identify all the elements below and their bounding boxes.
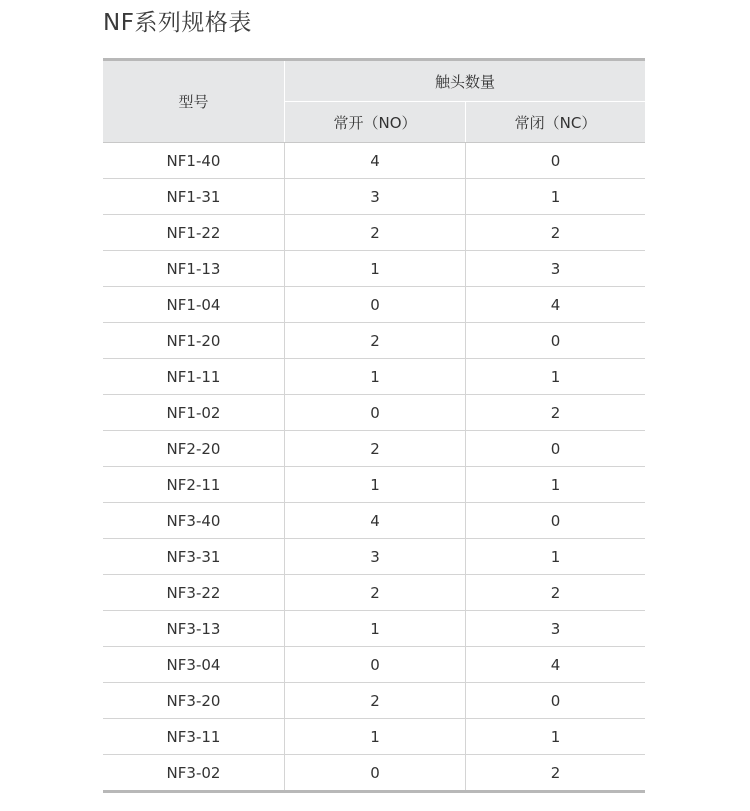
header-row-top <box>103 60 645 102</box>
model-cell: NF3-40 <box>103 503 285 539</box>
table-row <box>103 647 645 683</box>
table-row <box>103 719 645 755</box>
normally-closed-cell: 0 <box>466 143 646 179</box>
table-row <box>103 251 645 287</box>
normally-open-cell: 3 <box>285 179 466 215</box>
normally-open-cell: 2 <box>285 323 466 359</box>
model-cell: NF2-20 <box>103 431 285 467</box>
table-row <box>103 287 645 323</box>
model-cell: NF3-02 <box>103 755 285 792</box>
normally-open-cell: 1 <box>285 611 466 647</box>
table-row <box>103 539 645 575</box>
model-cell: NF3-11 <box>103 719 285 755</box>
model-column-header: 型号 <box>103 60 285 143</box>
normally-open-cell: 2 <box>285 575 466 611</box>
normally-closed-cell: 1 <box>466 539 646 575</box>
normally-closed-cell: 0 <box>466 323 646 359</box>
model-cell: NF1-20 <box>103 323 285 359</box>
normally-closed-cell: 1 <box>466 467 646 503</box>
model-cell: NF1-22 <box>103 215 285 251</box>
normally-closed-cell: 4 <box>466 647 646 683</box>
table-row <box>103 431 645 467</box>
model-cell: NF1-11 <box>103 359 285 395</box>
normally-open-cell: 1 <box>285 251 466 287</box>
normally-open-cell: 4 <box>285 503 466 539</box>
normally-closed-cell: 0 <box>466 683 646 719</box>
normally-open-cell: 0 <box>285 287 466 323</box>
table-row <box>103 359 645 395</box>
normally-open-cell: 0 <box>285 395 466 431</box>
table-row <box>103 179 645 215</box>
model-cell: NF3-31 <box>103 539 285 575</box>
table-row <box>103 611 645 647</box>
table-row <box>103 755 645 792</box>
model-cell: NF2-11 <box>103 467 285 503</box>
table-body <box>103 143 645 792</box>
table-row <box>103 467 645 503</box>
model-cell: NF3-13 <box>103 611 285 647</box>
model-cell: NF1-02 <box>103 395 285 431</box>
normally-open-cell: 0 <box>285 755 466 792</box>
normally-closed-cell: 0 <box>466 503 646 539</box>
normally-open-cell: 4 <box>285 143 466 179</box>
normally-open-cell: 0 <box>285 647 466 683</box>
page-title: NF系列规格表 <box>103 10 252 36</box>
table-header <box>103 60 645 143</box>
table-row <box>103 503 645 539</box>
model-cell: NF1-31 <box>103 179 285 215</box>
normally-closed-cell: 2 <box>466 215 646 251</box>
contacts-column-header: 触头数量 <box>285 60 646 102</box>
normally-open-cell: 2 <box>285 431 466 467</box>
table-row <box>103 143 645 179</box>
normally-closed-cell: 1 <box>466 719 646 755</box>
normally-open-column-header: 常开（NO） <box>285 102 466 143</box>
normally-open-cell: 1 <box>285 719 466 755</box>
normally-closed-cell: 4 <box>466 287 646 323</box>
normally-open-cell: 1 <box>285 359 466 395</box>
model-cell: NF1-04 <box>103 287 285 323</box>
normally-open-cell: 3 <box>285 539 466 575</box>
normally-open-cell: 2 <box>285 683 466 719</box>
spec-table <box>103 58 645 793</box>
normally-closed-cell: 2 <box>466 395 646 431</box>
model-cell: NF3-20 <box>103 683 285 719</box>
normally-closed-cell: 1 <box>466 179 646 215</box>
model-cell: NF3-22 <box>103 575 285 611</box>
table-row <box>103 395 645 431</box>
normally-closed-cell: 2 <box>466 755 646 792</box>
table-row <box>103 215 645 251</box>
normally-closed-cell: 2 <box>466 575 646 611</box>
model-cell: NF1-13 <box>103 251 285 287</box>
normally-closed-column-header: 常闭（NC） <box>466 102 646 143</box>
normally-closed-cell: 3 <box>466 251 646 287</box>
normally-open-cell: 2 <box>285 215 466 251</box>
normally-open-cell: 1 <box>285 467 466 503</box>
table-row <box>103 683 645 719</box>
normally-closed-cell: 1 <box>466 359 646 395</box>
table-row <box>103 575 645 611</box>
normally-closed-cell: 0 <box>466 431 646 467</box>
normally-closed-cell: 3 <box>466 611 646 647</box>
model-cell: NF3-04 <box>103 647 285 683</box>
model-cell: NF1-40 <box>103 143 285 179</box>
table-row <box>103 323 645 359</box>
